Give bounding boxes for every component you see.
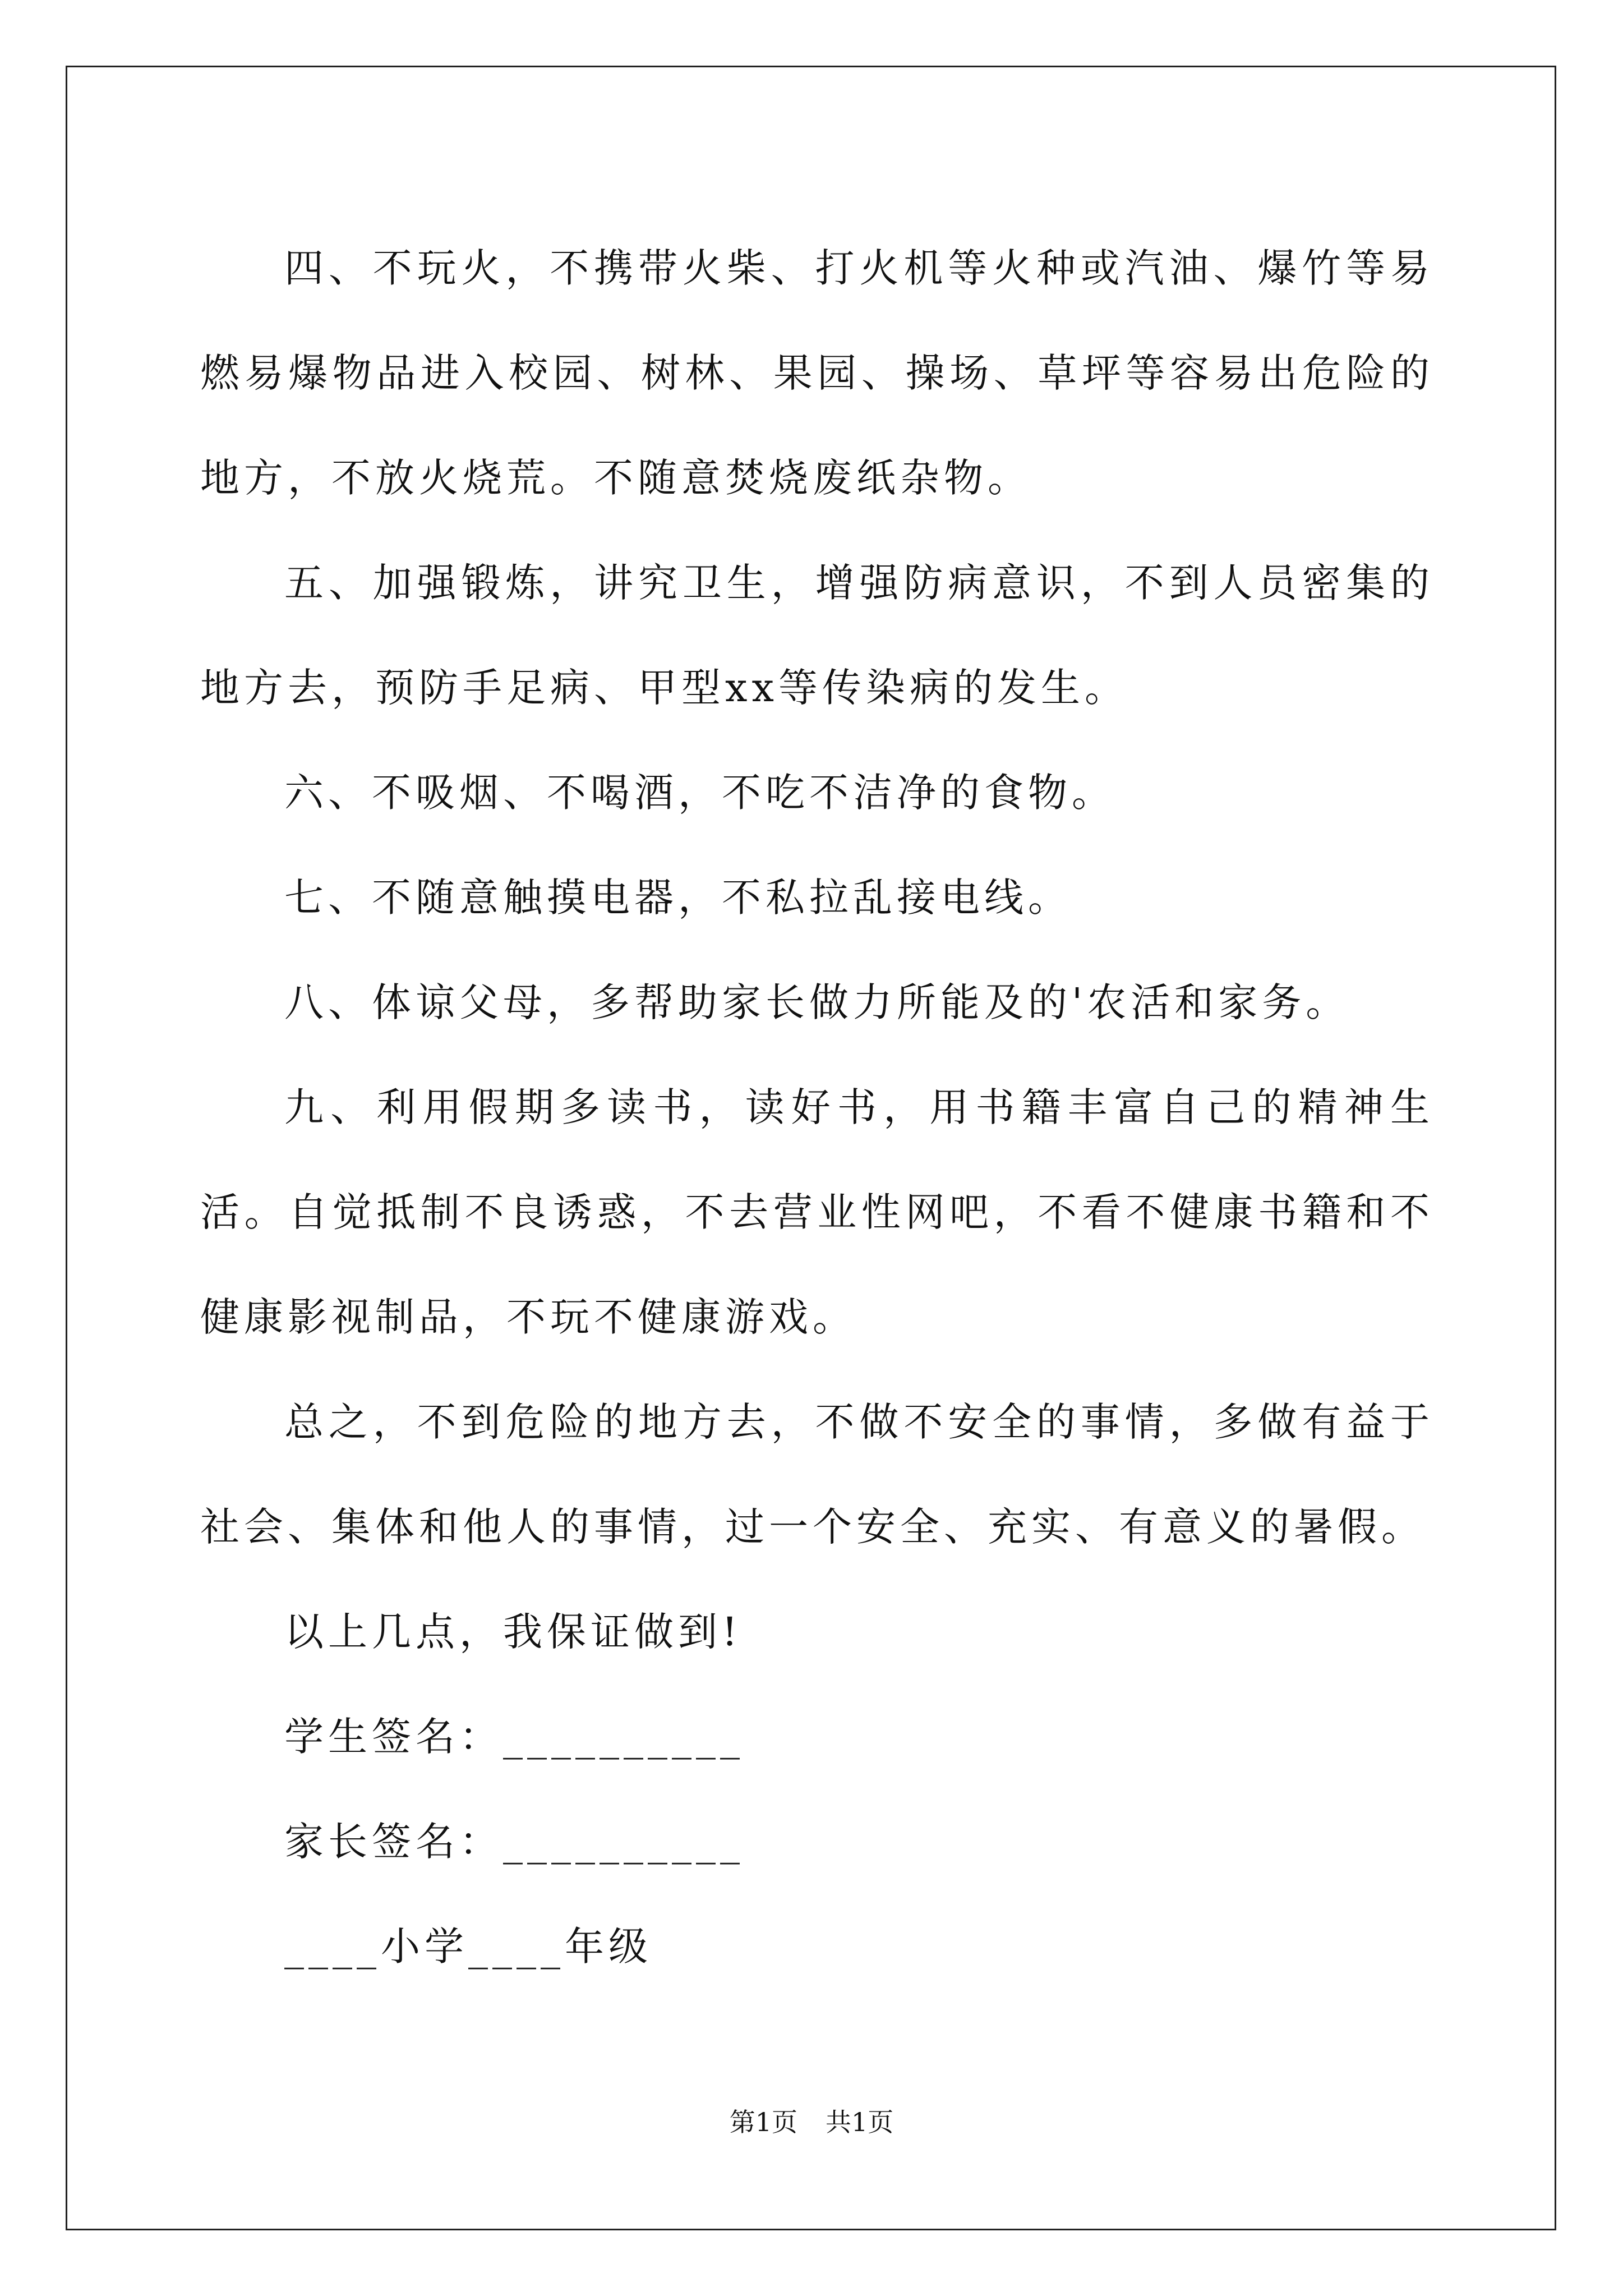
paragraph-rule-8: 八、体谅父母，多帮助家长做力所能及的'农活和家务。 xyxy=(284,979,1350,1025)
paragraph-rule-6: 六、不吸烟、不喝酒，不吃不洁净的食物。 xyxy=(284,770,1115,816)
school-grade-line: ____小学____年级 xyxy=(284,1924,652,1970)
paragraph-summary: 总之，不到危险的地方去，不做不安全的事情，多做有益于社会、集体和他人的事情，过一个安全、充实、有意义的暑假。 xyxy=(200,1399,1434,1550)
page-footer xyxy=(0,2105,1623,2139)
paragraph-pledge: 以上几点，我保证做到! xyxy=(284,1609,743,1655)
student-signature-line: 学生签名：__________ xyxy=(284,1714,744,1760)
paragraph-rule-7: 七、不随意触摸电器，不私拉乱接电线。 xyxy=(284,875,1072,921)
paragraph-rule-4: 四、不玩火，不携带火柴、打火机等火种或汽油、爆竹等易燃易爆物品进入校园、树林、果园、操场、草坪等容易出危险的地方，不放火烧荒。不随意焚烧废纸杂物。 xyxy=(200,245,1434,501)
total-pages: 共1页 xyxy=(826,2107,894,2137)
document-body xyxy=(200,216,1434,1999)
parent-signature-line: 家长签名：__________ xyxy=(284,1819,744,1865)
paragraph-rule-9: 九、利用假期多读书，读好书，用书籍丰富自己的精神生活。自觉抵制不良诱惑，不去营业性网吧，不看不健康书籍和不健康影视制品，不玩不健康游戏。 xyxy=(200,1084,1434,1340)
page-number: 第1页 xyxy=(729,2107,797,2137)
paragraph-rule-5: 五、加强锻炼，讲究卫生，增强防病意识，不到人员密集的地方去，预防手足病、甲型xx等传染病的发生。 xyxy=(200,560,1434,711)
